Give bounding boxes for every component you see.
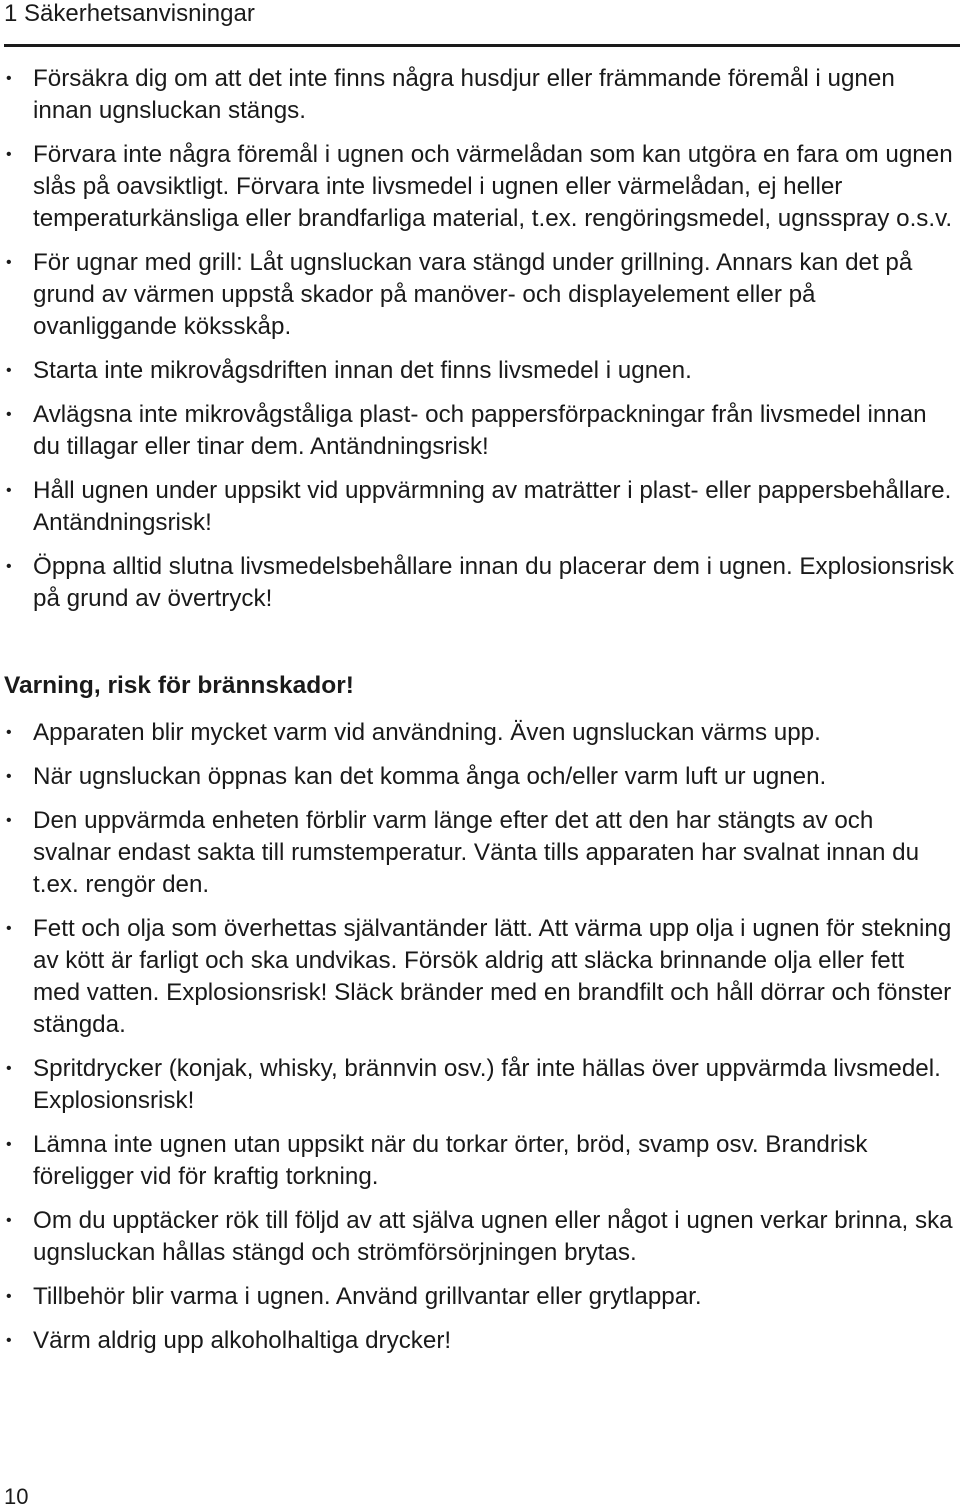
bullet: • bbox=[6, 1060, 12, 1077]
bullet: • bbox=[6, 768, 12, 785]
list-item-text: Lämna inte ugnen utan uppsikt när du torkar örter, bröd, svamp osv. Brandrisk föreligger vid för kraftig torkning. bbox=[33, 1131, 868, 1190]
bullet: • bbox=[6, 920, 12, 937]
bullet: • bbox=[6, 70, 12, 87]
bullet: • bbox=[6, 724, 12, 741]
bullet: • bbox=[6, 362, 12, 379]
page-number: 10 bbox=[4, 1484, 29, 1509]
bullet: • bbox=[6, 254, 12, 271]
section-title: 1 Säkerhetsanvisningar bbox=[4, 0, 255, 27]
list-item bbox=[0, 1053, 960, 1117]
list-item bbox=[0, 475, 960, 539]
list-item-text: Fett och olja som överhettas självantänder lätt. Att värma upp olja i ugnen för stekning av kött är farligt och ska undvikas. Försök aldrig att släcka brinnande olja eller fett med vatten. Explosionsrisk! Släck bränder med en brandfilt och håll dörrar och fönster stängda. bbox=[33, 915, 952, 1038]
warning-heading: Varning, risk för brännskador! bbox=[4, 672, 354, 699]
list-item bbox=[0, 913, 960, 1041]
list-item-text: Värm aldrig upp alkoholhaltiga drycker! bbox=[33, 1327, 452, 1354]
list-item bbox=[0, 551, 960, 615]
list-item bbox=[0, 63, 960, 127]
list-item bbox=[0, 1129, 960, 1193]
safety-list-general bbox=[0, 63, 960, 627]
list-item-text: Öppna alltid slutna livsmedelsbehållare innan du placerar dem i ugnen. Explosionsrisk på grund av övertryck! bbox=[33, 553, 954, 612]
list-item-text: För ugnar med grill: Låt ugnsluckan vara stängd under grillning. Annars kan det på grund av värmen uppstå skador på manöver- och displayelement eller på ovanliggande köksskåp. bbox=[33, 249, 913, 340]
list-item-text: Spritdrycker (konjak, whisky, brännvin osv.) får inte hällas över uppvärmda livsmedel. Explosionsrisk! bbox=[33, 1055, 941, 1114]
list-item bbox=[0, 1281, 960, 1313]
bullet: • bbox=[6, 1212, 12, 1229]
list-item bbox=[0, 1325, 960, 1357]
list-item bbox=[0, 247, 960, 343]
list-item-text: Om du upptäcker rök till följd av att själva ugnen eller något i ugnen verkar brinna, ska ugnsluckan hållas stängd och strömförsörjningen brytas. bbox=[33, 1207, 953, 1266]
list-item-text: Förvara inte några föremål i ugnen och värmelådan som kan utgöra en fara om ugnen slås på oavsiktligt. Förvara inte livsmedel i ugnen eller värmelådan, ej heller temperaturkänsliga eller brandfarliga material, t.ex. rengöringsmedel, ugnsspray o.s.v. bbox=[33, 141, 953, 232]
list-item-text: Håll ugnen under uppsikt vid uppvärmning av maträtter i plast- eller pappersbehållare. Antändningsrisk! bbox=[33, 477, 952, 536]
list-item-text: Tillbehör blir varma i ugnen. Använd grillvantar eller grytlappar. bbox=[33, 1283, 702, 1310]
list-item-text: Starta inte mikrovågsdriften innan det finns livsmedel i ugnen. bbox=[33, 357, 692, 384]
list-item-text: Den uppvärmda enheten förblir varm länge efter det att den har stängts av och svalnar endast sakta till rumstemperatur. Vänta tills apparaten har svalnat innan du t.ex. rengör den. bbox=[33, 807, 920, 898]
bullet: • bbox=[6, 1136, 12, 1153]
bullet: • bbox=[6, 406, 12, 423]
list-item bbox=[0, 355, 960, 387]
list-item bbox=[0, 139, 960, 235]
list-item bbox=[0, 761, 960, 793]
list-item-text: Apparaten blir mycket varm vid användning. Även ugnsluckan värms upp. bbox=[33, 719, 821, 746]
bullet: • bbox=[6, 812, 12, 829]
list-item bbox=[0, 1205, 960, 1269]
bullet: • bbox=[6, 1332, 12, 1349]
bullet: • bbox=[6, 1288, 12, 1305]
list-item-text: Avlägsna inte mikrovågståliga plast- och pappersförpackningar från livsmedel innan du tillagar eller tinar dem. Antändningsrisk! bbox=[33, 401, 927, 460]
list-item bbox=[0, 805, 960, 901]
bullet: • bbox=[6, 482, 12, 499]
list-item bbox=[0, 399, 960, 463]
list-item bbox=[0, 717, 960, 749]
bullet: • bbox=[6, 146, 12, 163]
burn-warning-list bbox=[0, 717, 960, 1369]
section-header bbox=[4, 0, 960, 47]
list-item-text: När ugnsluckan öppnas kan det komma ånga och/eller varm luft ur ugnen. bbox=[33, 763, 827, 790]
list-item-text: Försäkra dig om att det inte finns några husdjur eller främmande föremål i ugnen innan ugnsluckan stängs. bbox=[33, 65, 895, 124]
bullet: • bbox=[6, 558, 12, 575]
